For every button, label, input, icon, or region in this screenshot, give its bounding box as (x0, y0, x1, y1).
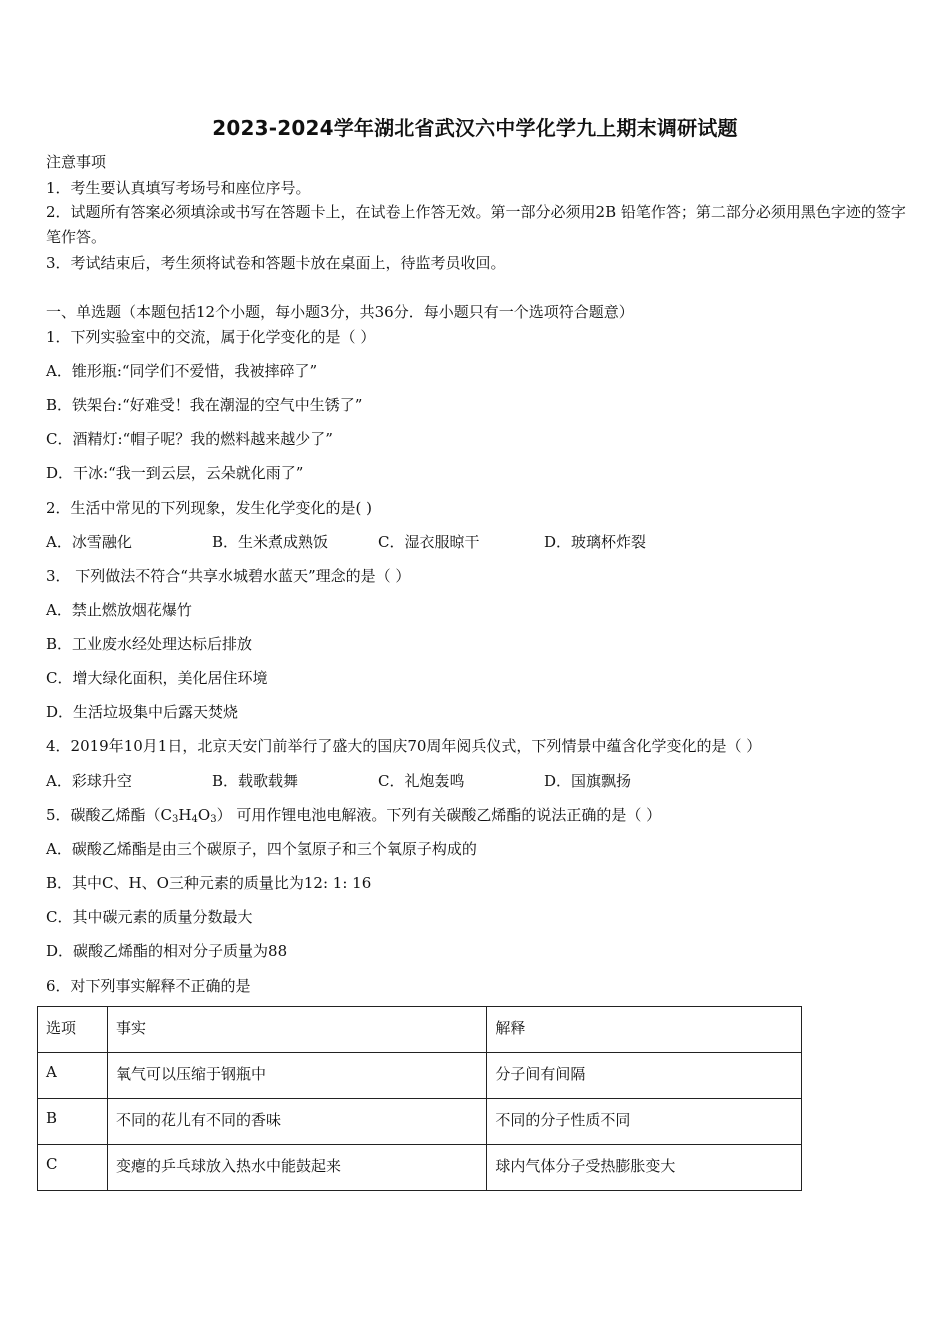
option: B．铁架台:“好难受！我在潮湿的空气中生锈了” (46, 396, 363, 414)
table-row (38, 1099, 802, 1145)
notice-item: 2．试题所有答案必须填涂或书写在答题卡上，在试卷上作答无效。第一部分必须用2B 铅笔作答；第二部分必须用黑色字迹的签字笔作答。 (46, 203, 906, 246)
table-row (38, 1053, 802, 1099)
fact-explanation-table (37, 1006, 802, 1191)
option: A．禁止燃放烟花爆竹 (46, 601, 192, 619)
option: C．湿衣服晾干 (378, 533, 480, 551)
table-header: 解释 (487, 1007, 802, 1053)
option-row (46, 532, 710, 552)
table-cell: B (38, 1099, 108, 1145)
section-heading: 一、单选题（本题包括12个小题，每小题3分，共36分．每小题只有一个选项符合题意） (46, 303, 634, 321)
option: C．酒精灯:“帽子呢？我的燃料越来越少了” (46, 430, 333, 448)
table-cell: 不同的分子性质不同 (487, 1099, 802, 1145)
table-cell: 不同的花儿有不同的香味 (107, 1099, 486, 1145)
option: A．碳酸乙烯酯是由三个碳原子，四个氢原子和三个氧原子构成的 (46, 840, 477, 858)
question-stem: 3． 下列做法不符合“共享水城碧水蓝天”理念的是（ ） (46, 567, 411, 585)
option: A．彩球升空 (46, 772, 132, 790)
option: B．其中C、H、O三种元素的质量比为12: 1: 16 (46, 874, 372, 892)
notice-item: 1．考生要认真填写考场号和座位序号。 (46, 179, 311, 197)
option: D．碳酸乙烯酯的相对分子质量为88 (46, 942, 288, 960)
table-cell: 分子间有间隔 (487, 1053, 802, 1099)
table-header-row (38, 1007, 802, 1053)
option: D．国旗飘扬 (544, 772, 632, 790)
option: C．其中碳元素的质量分数最大 (46, 908, 253, 926)
question-stem: 1．下列实验室中的交流，属于化学变化的是（ ） (46, 328, 376, 346)
question-stem: 2．生活中常见的下列现象，发生化学变化的是( ) (46, 499, 373, 517)
question-stem: 5．碳酸乙烯酯$(C_3H_4O_3)$ 可用作锂电池电解液。下列有关碳酸乙烯酯的说法正确的是（ ） (46, 806, 662, 825)
option: B．生米煮成熟饭 (212, 533, 329, 551)
table-cell: 氧气可以压缩于钢瓶中 (107, 1053, 486, 1099)
option: B．工业废水经处理达标后排放 (46, 635, 253, 653)
table-cell: C (38, 1145, 108, 1191)
notice-heading: 注意事项 (46, 153, 107, 171)
option: B．载歌载舞 (212, 772, 299, 790)
table-cell: A (38, 1053, 108, 1099)
table-header: 选项 (38, 1007, 108, 1053)
option: C．礼炮轰鸣 (378, 772, 465, 790)
option: C．增大绿化面积，美化居住环境 (46, 669, 268, 687)
option: D．干冰:“我一到云层，云朵就化雨了” (46, 464, 304, 482)
question-stem: 4．2019年10月1日，北京天安门前举行了盛大的国庆70周年阅兵仪式，下列情景中蕴含化学变化的是（ ） (46, 737, 762, 755)
option: A．锥形瓶:“同学们不爱惜，我被摔碎了” (46, 362, 318, 380)
option: A．冰雪融化 (46, 533, 132, 551)
question-stem: 6．对下列事实解释不正确的是 (46, 977, 251, 995)
page-title: 2023-2024学年湖北省武汉六中学化学九上期末调研试题 (212, 116, 738, 140)
table-cell: 球内气体分子受热膨胀变大 (487, 1145, 802, 1191)
notice-item: 3．考试结束后，考生须将试卷和答题卡放在桌面上，待监考员收回。 (46, 254, 506, 272)
option: D．生活垃圾集中后露天焚烧 (46, 703, 239, 721)
table-header: 事实 (107, 1007, 486, 1053)
table-row (38, 1145, 802, 1191)
option-row (46, 771, 710, 791)
table-cell: 变瘪的乒乓球放入热水中能鼓起来 (107, 1145, 486, 1191)
option: D．玻璃杯炸裂 (544, 533, 647, 551)
